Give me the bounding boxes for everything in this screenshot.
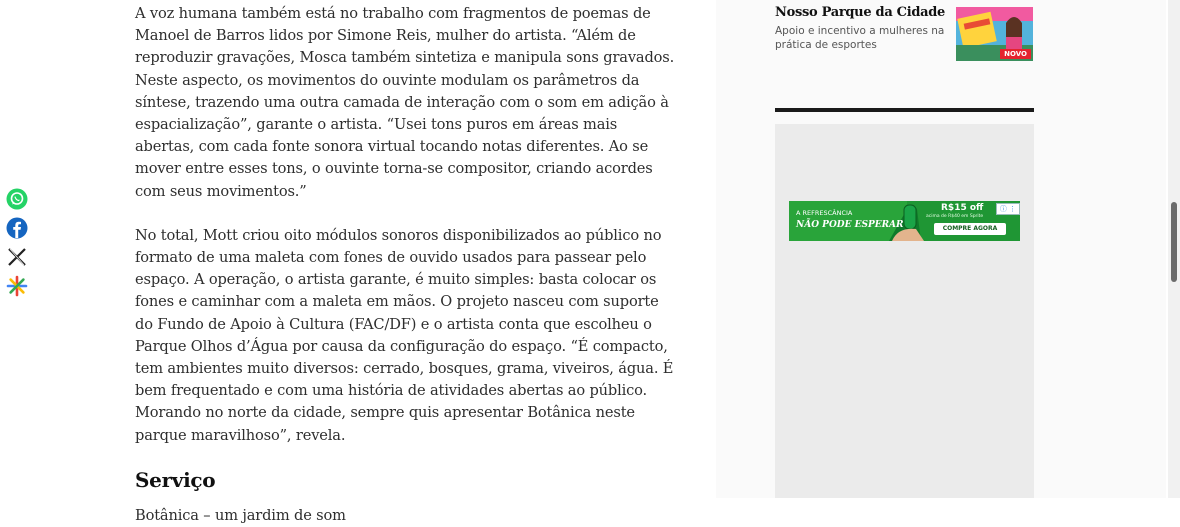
section-heading: Serviço	[135, 467, 216, 492]
page-scrollbar[interactable]	[1168, 0, 1180, 498]
article-paragraph: A voz humana também está no trabalho com fragmentos de poemas de Manoel de Barros lidos por Simone Reis, mulher do artista. “Além de reproduzir gravações, Mosca também sintetiza e manipula sons gravados. Neste aspecto, os movimentos do ouvinte modulam os parâmetros da síntese, trazendo uma outra camada de interação com o som em adição à espacialização”, garante o artista. “Usei tons puros em áreas mais abertas, com cada fonte sonora virtual tocando notas diferentes. Ao se mover entre esses tons, o ouvinte torna-se compositor, criando acordes com seus movimentos.”	[135, 5, 675, 200]
google-news-icon[interactable]	[6, 275, 28, 297]
ad-offer: R$15 off	[941, 203, 984, 213]
sidebar-divider	[775, 108, 1034, 112]
share-bar	[6, 188, 30, 304]
promo-title[interactable]: Nosso Parque da Cidade	[775, 5, 946, 20]
new-badge: NOVO	[1000, 49, 1031, 59]
ad-subtext: acima de R$40 em Sprite	[926, 214, 984, 219]
ad-banner[interactable]	[789, 201, 1020, 241]
article-paragraph: No total, Mott criou oito módulos sonoros disponibilizados ao público no formato de uma maleta com fones de ouvido usados para passear pelo espaço. A operação, o artista garante, é muito simples: basta colocar os fones e caminhar com a maleta em mãos. O projeto nasceu com suporte do Fundo de Apoio à Cultura (FAC/DF) e o artista conta que escolheu o Parque Olhos d’Água por causa da configuração do espaço. “É compacto, tem ambientes muito diversos: cerrado, bosques, grama, viveiros, água. É bem frequentado e com uma história de atividades abertas ao público. Morando no norte da cidade, sempre quis apresentar Botânica neste parque maravilhoso”, revela.	[135, 226, 674, 444]
ad-container	[775, 124, 1034, 498]
scrollbar-thumb[interactable]	[1171, 202, 1177, 282]
article-body	[135, 3, 675, 527]
ad-info-icon[interactable]: ⓘ ⋮	[996, 203, 1020, 215]
promo-description: Apoio e incentivo a mulheres na prática de esportes	[775, 25, 945, 51]
promo-thumbnail[interactable]	[956, 7, 1033, 61]
promo-card[interactable]	[775, 5, 1035, 63]
x-icon[interactable]	[6, 246, 28, 268]
ad-cta-button[interactable]: COMPRE AGORA	[934, 223, 1006, 235]
facebook-icon[interactable]	[6, 217, 28, 239]
ad-line-1: A REFRESCÂNCIA	[796, 209, 853, 217]
whatsapp-icon[interactable]	[6, 188, 28, 210]
service-line: Botânica – um jardim de som	[135, 507, 346, 525]
ad-line-2: NÃO PODE ESPERAR	[796, 220, 904, 230]
